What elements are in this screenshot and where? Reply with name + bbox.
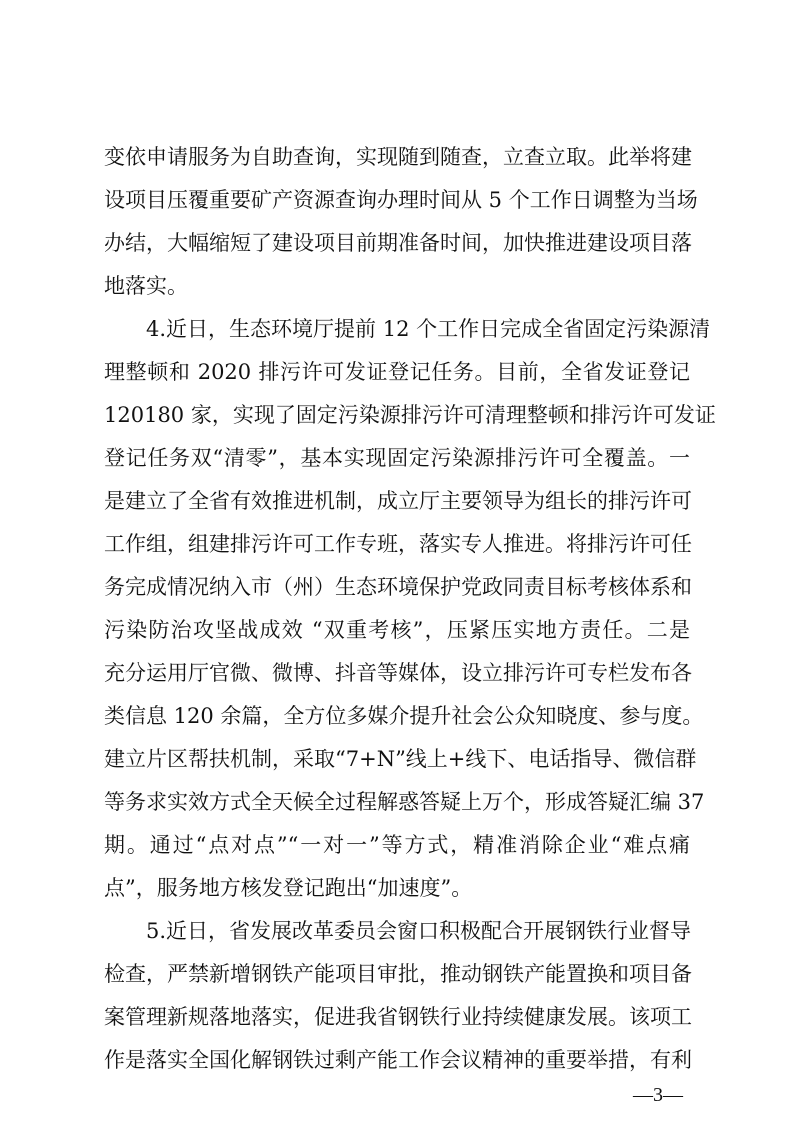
paragraph-4-start: 4.近日，生态环境厅提前 12 个工作日完成全省固定污染源清 (146, 317, 711, 341)
text-line: 期。通过“点对点”“一对一”等方式，精准消除企业“难点痛 (104, 833, 690, 857)
text-line: 设项目压覆重要矿产资源查询办理时间从 5 个工作日调整为当场 (104, 188, 698, 212)
text-line: 类信息 120 余篇，全方位多媒介提升社会公众知晓度、参与度。 (104, 704, 704, 728)
text-line: 120180 家，实现了固定污染源排污许可清理整顿和排污许可发证 (104, 403, 716, 427)
text-line: 工作组，组建排污许可工作专班，落实专人推进。将排污许可任 (104, 532, 692, 556)
text-line: 变依申请服务为自助查询，实现随到随查，立查立取。此举将建 (104, 145, 692, 169)
text-line: 理整顿和 2020 排污许可发证登记任务。目前，全省发证登记 (104, 360, 690, 384)
text-line: 作是落实全国化解钢铁过剩产能工作会议精神的重要举措，有利 (104, 1048, 692, 1072)
text-line: 登记任务双“清零”，基本实现固定污染源排污许可全覆盖。一 (104, 446, 690, 470)
text-line: 建立片区帮扶机制，采取“7+N”线上+线下、电话指导、微信群 (104, 747, 697, 771)
text-line: 办结，大幅缩短了建设项目前期准备时间，加快推进建设项目落 (104, 231, 692, 255)
page-number: —3— (633, 1084, 683, 1106)
text-line: 案管理新规落地落实，促进我省钢铁行业持续健康发展。该项工 (104, 1005, 692, 1029)
text-line: 地落实。 (104, 274, 188, 298)
text-line: 是建立了全省有效推进机制，成立厅主要领导为组长的排污许可 (104, 489, 692, 513)
text-line: 务完成情况纳入市（州）生态环境保护党政同责目标考核体系和 (104, 575, 692, 599)
text-line: 污染防治攻坚战成效 “双重考核”，压紧压实地方责任。二是 (104, 618, 690, 642)
text-line: 充分运用厅官微、微博、抖音等媒体，设立排污许可专栏发布各 (104, 661, 692, 685)
text-line: 检查，严禁新增钢铁产能项目审批，推动钢铁产能置换和项目备 (104, 962, 692, 986)
paragraph-5-start: 5.近日，省发展改革委员会窗口积极配合开展钢铁行业督导 (146, 919, 692, 943)
text-line: 等务求实效方式全天候全过程解惑答疑上万个，形成答疑汇编 37 (104, 790, 705, 814)
text-line: 点”，服务地方核发登记跑出“加速度”。 (104, 876, 473, 900)
